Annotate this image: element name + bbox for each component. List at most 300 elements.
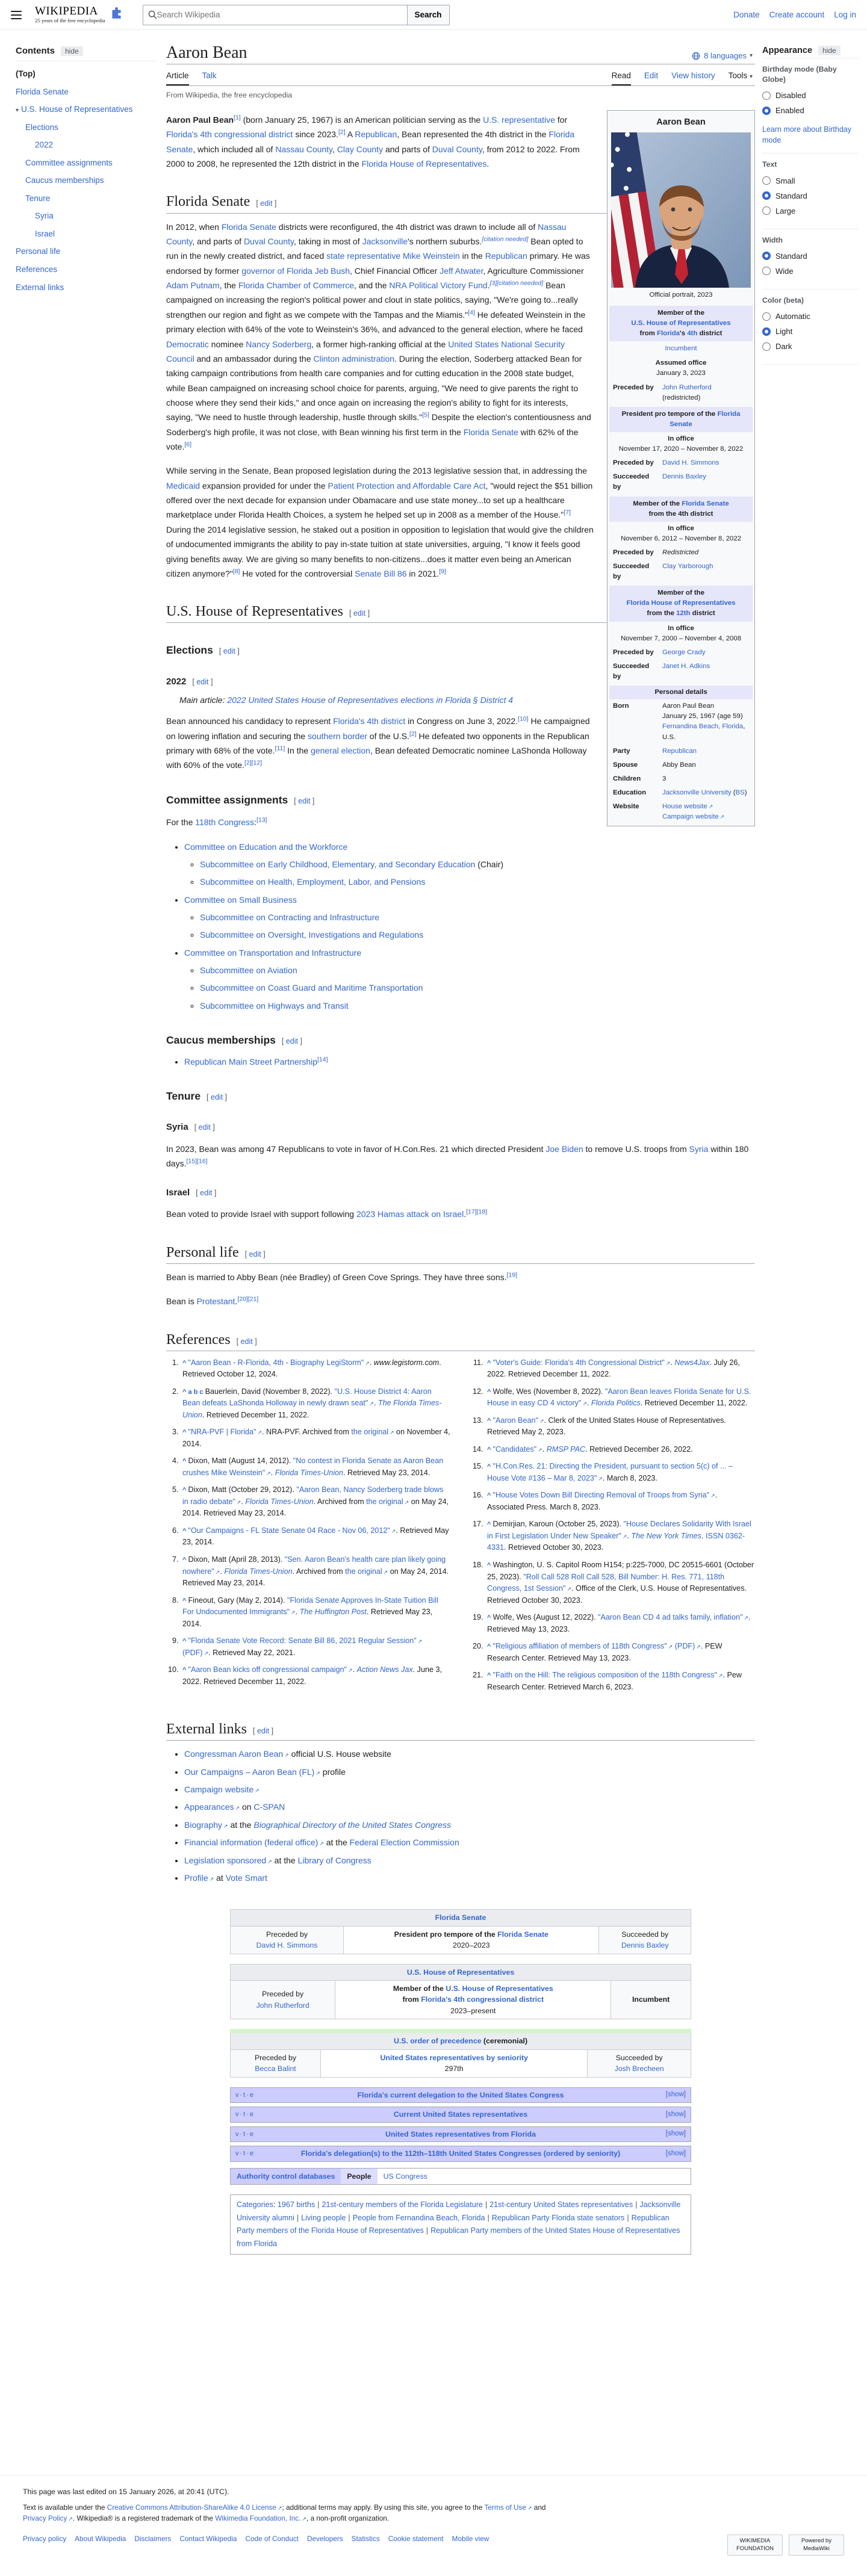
link[interactable]: Creative Commons Attribution-ShareAlike 4.0 License ↗ [107,2503,282,2512]
link[interactable]: John Rutherford [662,383,712,391]
authority-item-link[interactable]: US Congress [383,2172,427,2181]
succession-box [230,1964,691,2020]
link[interactable]: Republican [355,129,397,140]
link[interactable]: Subcommittee on Early Childhood, Elementary, and Secondary Education [200,859,476,869]
succession-cell: United States representatives by seniority 297th [320,2049,587,2077]
reference-citation[interactable]: [8] [232,568,240,575]
site-header [0,0,867,30]
link[interactable]: "No contest in Florida Senate as Aaron Bean crushes Mike Weinstein" ↗ [182,1457,444,1477]
link[interactable]: Florida's 4th congressional district [166,129,293,140]
link[interactable]: Florida Senate [166,129,575,154]
link[interactable]: Jeb Bush [314,265,350,276]
link[interactable]: "Candidates" ↗ [493,1444,542,1454]
radio-option-enabled[interactable] [762,106,859,115]
reference-citation[interactable]: [2] [409,730,417,738]
radio-button[interactable] [762,206,771,215]
navbox [230,2107,691,2123]
external-link-icon: ↗ [710,1493,715,1499]
link[interactable]: state representative [326,251,401,261]
link[interactable]: "Aaron Bean - R-Florida, 4th - Biography LegiStorm" ↗ [188,1358,370,1367]
radio-label: Disabled [775,91,806,101]
edit-link[interactable]: [ edit ] [252,1727,274,1736]
link[interactable]: the original ↗ [345,1567,388,1576]
link[interactable]: David H. Simmons [662,459,719,467]
footer-link[interactable]: Contact Wikipedia [179,2534,237,2543]
link[interactable]: Clay Yarborough [662,563,713,571]
navbox-show-button[interactable]: [show] [665,2091,686,2099]
search-input[interactable] [157,10,402,19]
category-link[interactable]: 1967 births [277,2200,315,2209]
link[interactable]: (PDF) ↗ [674,1642,701,1651]
link[interactable]: southern border [308,731,367,741]
link[interactable]: the original ↗ [351,1428,394,1437]
link[interactable]: RMSP PAC [546,1444,586,1454]
toc-item[interactable]: Syria [35,211,54,221]
toc-item[interactable]: Committee assignments [25,158,113,167]
radio-button[interactable] [762,267,771,275]
link[interactable]: 2023 Hamas attack on Israel [356,1209,464,1219]
infobox-office-header: President pro tempore of the Florida Senate [609,407,753,432]
infobox-label: Succeeded by [613,473,650,491]
toc-item[interactable]: Personal life [16,247,61,256]
external-link-item: • Appearances ↗ on C-SPAN [184,1800,755,1814]
link[interactable]: "House Declares Solidarity With Israel in First Legislation Under New Speaker" ↗ [487,1520,751,1540]
link[interactable]: Financial information (federal office) ↗ [184,1838,324,1848]
reference-citation[interactable]: [15][16] [186,1157,208,1165]
last-edited-note: This page was last edited on 15 January 2026, at 20:41 (UTC). [23,2487,229,2496]
link[interactable]: Terms of Use ↗ [484,2503,532,2512]
external-link-icon: ↗ [209,1875,214,1882]
link[interactable]: Committee on Education and the Workforce [184,841,348,852]
vte-links[interactable]: v · t · e [235,2091,254,2099]
vte-links[interactable]: v · t · e [235,2130,254,2138]
link[interactable]: Senate Bill 86 [355,568,407,578]
lead-paragraph: Aaron Paul Bean[1] (born January 25, 1967) is an American politician serving as the U.S. representative for Florida's 4th congressional district since 2023.[2] A Republican, Bean represented the 4th district in the Florida Senate, which included all of Nassau County, Clay County and parts of Duval County, from 2012 to 2022. From 2000 to 2008, he represented the 12th district in the Florida House of Representatives. [166,114,580,169]
link[interactable]: Fernandina Beach, Florida [662,723,744,731]
link[interactable]: Subcommittee on Highways and Transit [200,1000,349,1011]
link[interactable]: David H. Simmons [256,1941,318,1950]
footer-link[interactable]: About Wikipedia [75,2534,126,2543]
donate-link[interactable]: Donate [733,10,760,19]
link[interactable]: "Aaron Bean kicks off congressional campaign" ↗ [188,1665,353,1674]
link[interactable]: Florida House of Representatives [626,599,736,607]
link[interactable]: 12th [676,610,691,618]
reference-citation[interactable]: [10] [518,715,529,723]
appearance-title: Appearance [762,46,813,55]
link[interactable]: The Florida Times-Union [182,1399,442,1419]
section-heading-us-house: U.S. House of Representatives [ edit ] [166,602,755,623]
reference-citation[interactable]: [5] [422,411,429,419]
link[interactable]: ISSN [705,1531,724,1540]
link[interactable]: Clay County [337,144,384,154]
toc-item[interactable]: References [16,265,58,274]
link[interactable]: United States representatives by seniority [380,2053,528,2062]
link[interactable]: Wikimedia Foundation, Inc. ↗ [215,2514,307,2523]
footer-badge[interactable]: Powered by MediaWiki [789,2534,844,2556]
link[interactable]: "Florida Senate Vote Record: Senate Bill 86, 2021 Regular Session" ↗ [188,1636,423,1646]
toc-item[interactable]: (Top) [16,69,36,78]
toc-item[interactable]: ▾ U.S. House of Representatives [16,105,133,114]
link[interactable]: U.S. House of Representatives [446,1984,553,1993]
edit-link[interactable]: [ edit ] [192,677,213,686]
external-link-icon: ↗ [567,1586,572,1593]
link[interactable]: Subcommittee on Contracting and Infrastructure [200,912,380,923]
link[interactable]: Florida Senate [682,500,729,507]
appearance-hide-button[interactable]: hide [818,46,841,55]
infobox-label: Preceded by [613,459,654,467]
link[interactable]: "Aaron Bean, Nancy Soderberg trade blows in radio debate" ↗ [182,1485,444,1506]
link[interactable]: "Aaron Bean leaves Florida Senate for U.S. House in easy CD 4 victory" ↗ [487,1387,751,1408]
link[interactable]: Committee on Transportation and Infrastructure [184,947,362,958]
reference-citation[interactable]: [9] [439,568,446,575]
link[interactable]: News4Jax [674,1358,710,1367]
link[interactable]: 2022 United States House of Representatives elections in Florida § District 4 [227,695,514,705]
link[interactable]: U.S. House of Representatives [631,319,731,327]
link[interactable]: Duval County [432,144,482,154]
footer-link[interactable]: Disclaimers [134,2534,172,2543]
external-link-icon: ↗ [668,1644,673,1650]
radio-label: Standard [775,191,807,200]
succession-cell: Preceded by John Rutherford [231,1980,335,2019]
link[interactable]: Syria [689,1144,709,1154]
link[interactable]: "Voter's Guide: Florida's 4th Congressional District" ↗ [493,1358,671,1367]
link[interactable]: Biography ↗ [184,1819,228,1830]
link[interactable]: Congressman Aaron Bean ↗ [184,1749,289,1759]
reference-citation[interactable]: [2] [338,128,346,136]
link[interactable]: Florida [657,330,680,338]
link[interactable]: Nassau County [275,144,333,154]
link[interactable]: Jeff Atwater [440,265,483,276]
create-account-link[interactable]: Create account [769,10,825,19]
link[interactable]: Florida's 4th district [333,716,406,726]
link[interactable]: Vote Smart [225,1872,267,1883]
link[interactable]: Jacksonville University [662,789,732,797]
chevron-down-icon[interactable]: ▾ [16,107,19,114]
navbox-title-link[interactable]: Florida's current delegation to the United States Congress [357,2090,564,2099]
reference-citation[interactable]: [7] [564,509,571,516]
link[interactable]: Biographical Directory of the United States Congress [253,1819,452,1830]
edit-link[interactable]: [ edit ] [294,796,315,805]
footer-link[interactable]: Mobile view [452,2534,489,2543]
link[interactable]: Clinton administration [313,353,395,364]
infobox-label: Succeeded by [613,563,650,581]
link[interactable]: BS [735,789,745,797]
link[interactable]: Florida's 4th congressional district [421,1995,544,2004]
link[interactable]: Republican Main Street Partnership [184,1056,318,1067]
link[interactable]: Legislation sponsored ↗ [184,1855,272,1865]
infobox-row [609,745,753,758]
infobox-value: Redistricted [662,548,699,556]
link[interactable]: George Crady [662,648,706,656]
footer-link[interactable]: Statistics [351,2534,380,2543]
link[interactable]: House website ↗ [662,803,713,811]
radio-option-automatic[interactable] [762,312,859,321]
navbox-show-button[interactable]: [show] [665,2130,686,2138]
reference-citation[interactable]: [14] [317,1055,328,1063]
link[interactable]: (PDF) ↗ [182,1648,209,1657]
link[interactable]: Subcommittee on Oversight, Investigations and Regulations [200,930,424,940]
reference-citation[interactable]: [citation needed] [482,235,529,243]
link[interactable]: Florida Times-Union [245,1497,314,1506]
edit-link[interactable]: [ edit ] [207,1092,228,1101]
category-link[interactable]: Living people [301,2213,346,2222]
tab-talk[interactable]: Talk [202,71,217,80]
external-link-icon: ↗ [404,1499,409,1505]
edit-link[interactable]: [ edit ] [349,609,370,618]
link[interactable]: Florida Senate [435,1913,486,1922]
link[interactable]: Florida Politics [591,1399,641,1408]
link[interactable]: Nassau County [166,221,567,246]
edit-link[interactable]: [ edit ] [196,1189,217,1198]
section-heading-references: References [ edit ] [166,1331,755,1351]
toc-item[interactable]: Tenure [25,193,51,203]
link[interactable]: "Aaron Bean" ↗ [493,1416,544,1425]
link[interactable]: Profile ↗ [184,1872,214,1883]
vte-links[interactable]: v · t · e [235,2150,254,2158]
footer-link[interactable]: Developers [306,2534,343,2543]
reference-item: 18. ^ Washington, U. S. Capitol Room H154; p:225-7000, DC 20515-6601 (October 25, 2023). "Roll Call 528 Roll Call 528, Bill Number: H. Res. 771, 118th Congress, 1st Session" ↗. Office of the Clerk, U.S. House of Representatives. Retrieved October 30, 2023. [485,1559,755,1606]
link[interactable]: Appearances ↗ [184,1802,240,1812]
menu-icon[interactable] [11,11,22,19]
log-in-link[interactable]: Log in [834,10,856,19]
toc-item[interactable]: Caucus memberships [25,176,104,185]
link[interactable]: Josh Brecheen [614,2064,664,2073]
link[interactable]: Medicaid [166,480,200,491]
radio-option-light[interactable] [762,327,859,336]
navbox-title-link[interactable]: Florida's delegation(s) to the 112th–118th United States Congresses (ordered by seniority) [300,2149,621,2158]
tab-article[interactable]: Article [166,66,189,85]
link[interactable]: general election [311,746,370,756]
link[interactable]: NRA Political Victory Fund [389,280,488,291]
tab-view-history[interactable]: View history [671,71,715,80]
category-link[interactable]: Republican Party members of the Florida House of Representatives [237,2213,670,2235]
reference-citation[interactable]: [17][18] [466,1208,488,1216]
footer-link[interactable]: Cookie statement [388,2534,444,2543]
link[interactable]: "Our Campaigns - FL State Senate 04 Race - Nov 06, 2012" ↗ [188,1526,396,1535]
radio-option-standard[interactable] [762,191,859,200]
link[interactable]: Nancy Soderberg [246,339,312,349]
radio-button[interactable] [762,327,771,336]
tab-edit[interactable]: Edit [644,71,659,80]
reference-citation[interactable]: [11] [275,745,285,752]
radio-button[interactable] [762,91,771,100]
infobox-row [609,699,753,744]
contents-hide-button[interactable]: hide [61,46,83,56]
radio-button[interactable] [762,252,771,260]
link[interactable]: Florida Chamber of Commerce [238,280,355,291]
toc-item[interactable]: Florida Senate [16,87,69,96]
navbox-title-link[interactable]: Current United States representatives [393,2110,528,2119]
link[interactable]: governor of Florida [241,265,312,276]
link[interactable]: 4th [687,330,698,338]
link[interactable]: Florida Times-Union [275,1468,344,1477]
references-list [166,1357,755,1698]
radio-button[interactable] [762,176,771,185]
external-link-icon: ↗ [291,1609,296,1616]
link[interactable]: Patient Protection and Affordable Care Act [328,480,486,491]
edit-link[interactable]: [ edit ] [244,1249,266,1259]
tab-tools[interactable]: Tools ▾ [728,71,753,80]
link[interactable]: "Religious affiliation of members of 118th Congress" ↗ [493,1642,673,1651]
radio-button[interactable] [762,191,771,200]
link[interactable]: Republican [662,747,697,755]
link[interactable]: "Sen. Aaron Bean's health care plan likely going nowhere" ↗ [182,1555,446,1576]
category-link[interactable]: Jacksonville University alumni [237,2200,681,2222]
link[interactable]: Democratic [166,339,209,349]
link[interactable]: Florida Senate [497,1930,548,1939]
infobox-value: Jacksonville University (BS) [662,789,747,797]
category-link[interactable]: Republican Party Florida state senators [491,2213,625,2222]
infobox-label: Spouse [613,761,638,769]
authority-control-link[interactable]: Authority control databases [237,2172,335,2181]
edit-link[interactable]: [ edit ] [281,1037,302,1046]
link[interactable]: the original ↗ [366,1497,409,1506]
external-link-icon: ↗ [257,1429,263,1436]
infobox-label: Education [613,789,647,797]
toc-item[interactable]: Elections [25,122,58,132]
reference-item: 5. ^ Dixon, Matt (October 29, 2012). "Aaron Bean, Nancy Soderberg trade blows in radio debate" ↗. Florida Times-Union. Archived from the original ↗ on May 24, 2014. Retrieved May 23, 2014. [181,1484,450,1520]
link[interactable]: Becca Balint [255,2064,296,2073]
radio-option-standard[interactable] [762,252,859,261]
link[interactable]: Committee on Small Business [184,894,297,905]
edit-link[interactable]: [ edit ] [256,199,277,208]
link[interactable]: Action News Jax [356,1665,413,1674]
link[interactable]: "Aaron Bean CD 4 ad talks family, inflation" ↗ [598,1613,748,1622]
link[interactable]: U.S. representative [483,115,555,125]
languages-button[interactable]: 8 languages ▾ [691,51,755,63]
link[interactable]: 0362-4331 [487,1531,745,1552]
link[interactable]: Subcommittee on Coast Guard and Maritime Transportation [200,983,423,993]
category-link[interactable]: 21st-century United States representatives [489,2200,633,2209]
link[interactable]: "Florida Senate Approves In-State Tuition Bill For Undocumented Immigrants" ↗ [182,1596,438,1617]
toc-item[interactable]: Israel [35,229,55,238]
tab-read[interactable]: Read [612,66,631,85]
external-link-icon: ↗ [319,1841,324,1847]
infobox-in-office: In office November 17, 2020 – November 8, 2022 [618,435,744,453]
link[interactable]: Federal Election Commission [349,1838,459,1848]
link[interactable]: Campaign website ↗ [662,813,725,821]
link[interactable]: Florida Senate [221,221,276,232]
reference-citation[interactable]: [19] [506,1271,518,1279]
link[interactable]: Florida Senate [463,427,518,437]
link[interactable]: Duval County [243,236,294,246]
radio-option-large[interactable] [762,206,859,215]
radio-option-wide[interactable] [762,267,859,276]
navbox-title-link[interactable]: United States representatives from Florida [385,2129,536,2138]
link[interactable]: The Huffington Post [299,1608,367,1617]
link[interactable]: "NRA-PVF | Florida" ↗ [188,1428,263,1437]
link[interactable]: Dennis Baxley [621,1941,669,1950]
external-link-icon: ↗ [223,1822,228,1829]
reference-item: 12. ^ Wolfe, Wes (November 8, 2022). "Aaron Bean leaves Florida Senate for U.S. House in easy CD 4 victory" ↗. Florida Politics. Retrieved December 11, 2022. [485,1386,755,1410]
radio-option-small[interactable] [762,176,859,185]
link[interactable]: Incumbent [665,345,697,353]
link[interactable]: Mike Weinstein [403,251,460,261]
link[interactable]: U.S. House of Representatives [406,1968,515,1977]
succession-cell: Succeeded by Dennis Baxley [599,1926,691,1954]
toc-item[interactable]: 2022 [35,140,54,150]
link[interactable]: "H.Con.Res. 21: Directing the President, pursuant to section 5(c) of ... – House Vote #136 – Mar 8, 2023" ↗ [487,1462,733,1482]
categories-link[interactable]: Categories [237,2200,273,2209]
link[interactable]: Library of Congress [297,1855,371,1865]
radio-option-dark[interactable] [762,342,859,351]
reference-citation[interactable]: [20][21] [237,1295,259,1303]
link[interactable]: United States National Security Council [166,339,565,364]
succession-cell: Member of the U.S. House of Representatives from Florida's 4th congressional district 2023–present [335,1980,611,2019]
link[interactable]: Florida Times-Union [224,1567,293,1576]
radio-button[interactable] [762,312,771,321]
link[interactable]: U.S. order of precedence [393,2037,482,2046]
reference-citation[interactable]: [4] [468,309,475,317]
link[interactable]: Protestant [196,1296,235,1307]
category-link[interactable]: Republican Party members of the United States House of Representatives from Florida [237,2226,680,2248]
link[interactable]: 118th Congress [195,817,255,828]
link[interactable]: Our Campaigns – Aaron Bean (FL) ↗ [184,1766,320,1777]
radio-option-disabled[interactable] [762,91,859,100]
infobox-row [609,381,753,405]
edit-link[interactable]: [ edit ] [236,1337,257,1346]
navbox-show-button[interactable]: [show] [665,2110,686,2118]
learn-more-link[interactable]: Learn more about Birthday mode [762,125,852,144]
link[interactable]: Subcommittee on Health, Employment, Labor, and Pensions [200,877,426,887]
navbox-show-button[interactable]: [show] [665,2150,686,2158]
link[interactable]: "House Votes Down Bill Directing Removal of Troops from Syria" ↗ [493,1491,715,1500]
radio-button[interactable] [762,342,771,351]
reference-citation[interactable]: [2][12] [244,759,263,767]
link[interactable]: "U.S. House District 4: Aaron Bean defeats LaShonda Holloway in newly drawn seat" ↗ [182,1387,432,1408]
link[interactable]: "Faith on the Hill: The religious composition of the 118th Congress" ↗ [493,1671,723,1680]
reference-citation[interactable]: [13] [256,816,267,824]
wikipedia-logo[interactable] [35,5,125,24]
link[interactable]: Subcommittee on Aviation [200,965,297,976]
logo-wordmark: WIKIPEDIA [35,5,98,18]
link[interactable]: Campaign website ↗ [184,1785,259,1795]
category-link[interactable]: 21st-century members of the Florida Legislature [322,2200,483,2209]
search-button[interactable]: Search [408,5,450,25]
link[interactable]: Florida House of Representatives [361,159,487,169]
link[interactable]: Dennis Baxley [662,473,706,481]
edit-link[interactable]: [ edit ] [194,1123,215,1132]
category-link[interactable]: People from Fernandina Beach, Florida [352,2213,485,2222]
link[interactable]: Republican [485,251,527,261]
vte-links[interactable]: v · t · e [235,2111,254,2119]
reference-citation[interactable]: [1] [234,114,241,122]
footer-link[interactable]: Code of Conduct [245,2534,299,2543]
footer-badge[interactable]: WIKIMEDIA FOUNDATION [727,2534,783,2556]
portrait-photo[interactable] [611,132,751,288]
committee-item [184,893,755,943]
link[interactable]: Florida Senate [670,410,741,428]
link[interactable]: The New York Times [631,1531,701,1540]
body-paragraph: In 2012, when Florida Senate districts were reconfigured, the 4th district was drawn to include all of Nassau County, and parts of Duval County, taking in most of Jacksonville's northern suburbs.[citation needed] Bean opted to run in the newly created district, and faced state representative Mike Weinstein in the Republican primary. He was endorsed by former governor of Florida Jeb Bush, Chief Financial Officer Jeff Atwater, Agriculture Commissioner Adam Putnam, the Florida Chamber of Commerce, and the NRA Political Victory Fund.[3][citation needed] Bean campaigned on increasing the region's political power and clout in state politics, saying, "We're going to...really strengthen our region and fight as we compete with the Tampas and the Miamis."[4] He defeated Weinstein in the primary election with 64% of the vote to Weinstein's 36%, and advanced to the general election, where he faced Democratic nominee Nancy Soderberg, a former high-ranking official at the United States National Security Council and an ambassador during the Clinton administration. During the election, Soderberg attacked Bean for taking campaign contributions from health care companies and for cutting education in the 2008 state budget, while Bean campaigned on increasing school choice for parents, arguing, "We need to give parents the right to choose where they send their kids," and once again on increasing the region's ability to fight for its interests, saying, "We need to hustle through leadership, hustle through skills."[5] Despite the election's contentiousness and Soderberg's high profile, it was not close, with Bean winning his first term in the Florida Senate with 62% of the vote.[6] [166,221,591,452]
link[interactable]: Joe Biden [545,1144,583,1154]
footer-link[interactable]: Privacy policy [23,2534,67,2543]
toc-item[interactable]: External links [16,282,64,292]
link[interactable]: Jacksonville [362,236,408,246]
reference-item: 19. ^ Wolfe, Wes (August 12, 2022). "Aaron Bean CD 4 ad talks family, inflation" ↗. Retrieved May 13, 2023. [485,1612,755,1635]
infobox-office-header: Member of the Florida House of Representatives from the 12th district [609,586,753,621]
reference-citation[interactable]: [6] [184,441,192,448]
link[interactable]: Adam Putnam [166,280,220,291]
reference-citation[interactable]: [3][citation needed] [489,279,544,287]
link[interactable]: Janet H. Adkins [662,662,710,670]
edit-link[interactable]: [ edit ] [219,647,240,656]
link[interactable]: "Roll Call 528 Roll Call 528, Bill Number: H. Res. 771, 118th Congress, 1st Session" ↗ [487,1572,725,1593]
link[interactable]: Privacy Policy ↗ [23,2514,73,2523]
link[interactable]: John Rutherford [256,2001,309,2010]
radio-button[interactable] [762,107,771,115]
link[interactable]: C-SPAN [253,1802,285,1812]
